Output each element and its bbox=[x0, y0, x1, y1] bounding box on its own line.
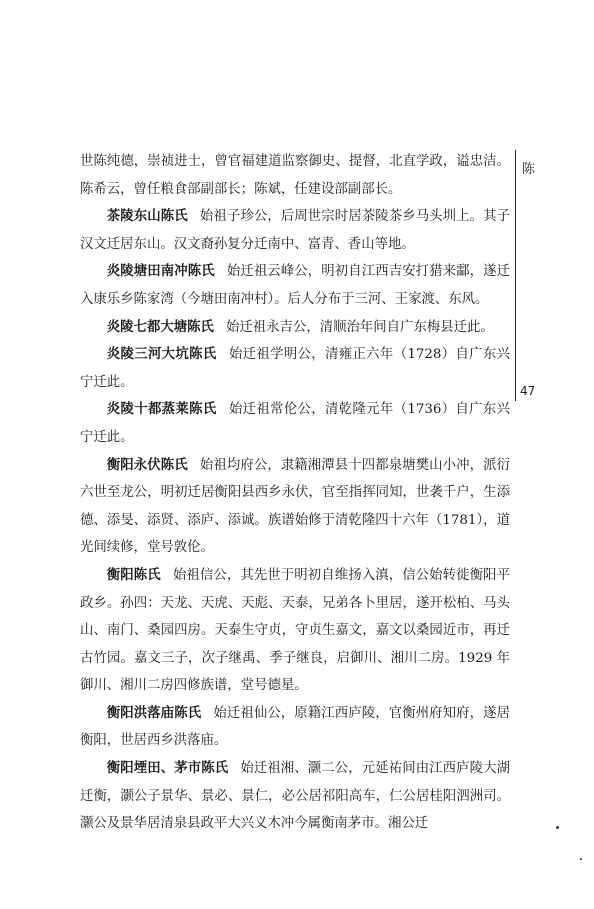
body-text bbox=[80, 148, 510, 838]
paragraph-text: 始迁祖仙公，原籍江西庐陵，官衡州府知府，遂居衡阳，世居西乡洪落庙。 bbox=[80, 705, 511, 749]
clan-heading: 茶陵东山陈氏 bbox=[106, 209, 188, 225]
paragraph bbox=[80, 700, 510, 755]
page-number-rule bbox=[515, 379, 516, 401]
clan-heading: 炎陵三河大坑陈氏 bbox=[106, 347, 217, 363]
page-number: 47 bbox=[520, 384, 536, 398]
paragraph-text: 始迁祖湘、灏二公，元延祐间由江西庐陵大湖迁衡，灏公子景华、景必、景仁，必公居祁阳高车，仁公居桂阳泗洲司。灏公及景华居清泉县政平大兴义木冲今属衡南茅市。湘公迁 bbox=[80, 761, 511, 832]
clan-heading: 炎陵七都大塘陈氏 bbox=[106, 319, 214, 335]
paragraph-text: 始迁祖云峰公，明初自江西吉安打猎来酃，遂迁入康乐乡陈家湾（今塘田南冲村）。后人分布于三河、王家渡、东风。 bbox=[80, 264, 510, 307]
paragraph-text: 始迁祖常伦公，清乾隆元年（1736）自广东兴宁迁此。 bbox=[80, 402, 511, 445]
clan-heading: 衡阳堙田、茅市陈氏 bbox=[106, 761, 229, 777]
paragraph bbox=[80, 452, 510, 562]
paragraph bbox=[80, 396, 510, 451]
paragraph-text: 世陈纯德，崇祯进士，曾官福建道监察御史、提督，北直学政，谥忠洁。陈希云，曾任粮食部副部长；陈斌，任建设部副部长。 bbox=[80, 154, 510, 197]
clan-heading: 衡阳永伏陈氏 bbox=[106, 457, 188, 473]
clan-heading: 衡阳洪落庙陈氏 bbox=[106, 705, 202, 721]
paragraph bbox=[80, 755, 510, 838]
paragraph-text: 始祖信公，其先世于明初自维扬入滇，信公始转徙衡阳平政乡。孙四：天龙、天虎、天彪、天泰，兄弟各卜里居，遂开松柏、马头山、南门、桑园四房。天泰生守贞，守贞生嘉文，嘉文以桑园近市，再迁古竹园。嘉文三子，次子继禹、季子继良，启御川、湘川二房。1929 年御川、湘川二房四修族谱，堂号德星。 bbox=[80, 567, 510, 694]
paragraph-text: 始祖子珍公，后周世宗时居茶陵茶乡马头圳上。其子汉文迁居东山。汉文裔孙复分迁南中、富青、香山等地。 bbox=[80, 209, 511, 252]
paragraph-text: 始迁祖学明公，清雍正六年（1728）自广东兴宁迁此。 bbox=[80, 347, 511, 390]
paragraph bbox=[80, 203, 510, 258]
scan-speck bbox=[580, 858, 582, 860]
clan-heading: 衡阳陈氏 bbox=[106, 567, 161, 583]
margin-rule bbox=[515, 150, 516, 380]
scan-speck bbox=[556, 826, 559, 829]
paragraph-text: 始迁祖永吉公，清顺治年间自广东梅县迁此。 bbox=[225, 319, 494, 335]
running-head: 陈 bbox=[522, 162, 536, 177]
paragraph bbox=[80, 562, 510, 700]
paragraph bbox=[80, 314, 510, 342]
paragraph bbox=[80, 148, 510, 203]
paragraph bbox=[80, 341, 510, 396]
clan-heading: 炎陵塘田南冲陈氏 bbox=[106, 264, 215, 280]
clan-heading: 炎陵十都蒸莱陈氏 bbox=[106, 402, 217, 418]
paragraph-text: 始祖均府公，隶籍湘潭县十四都泉塘樊山小冲，派衍六世至龙公，明初迁居衡阳县西乡永伏，官至指挥同知，世袭千户，生添德、添旻、添贤、添庐、添诚。族谱始修于清乾隆四十六年（1781），道光间续修，堂号敦伦。 bbox=[80, 457, 511, 556]
paragraph bbox=[80, 258, 510, 313]
